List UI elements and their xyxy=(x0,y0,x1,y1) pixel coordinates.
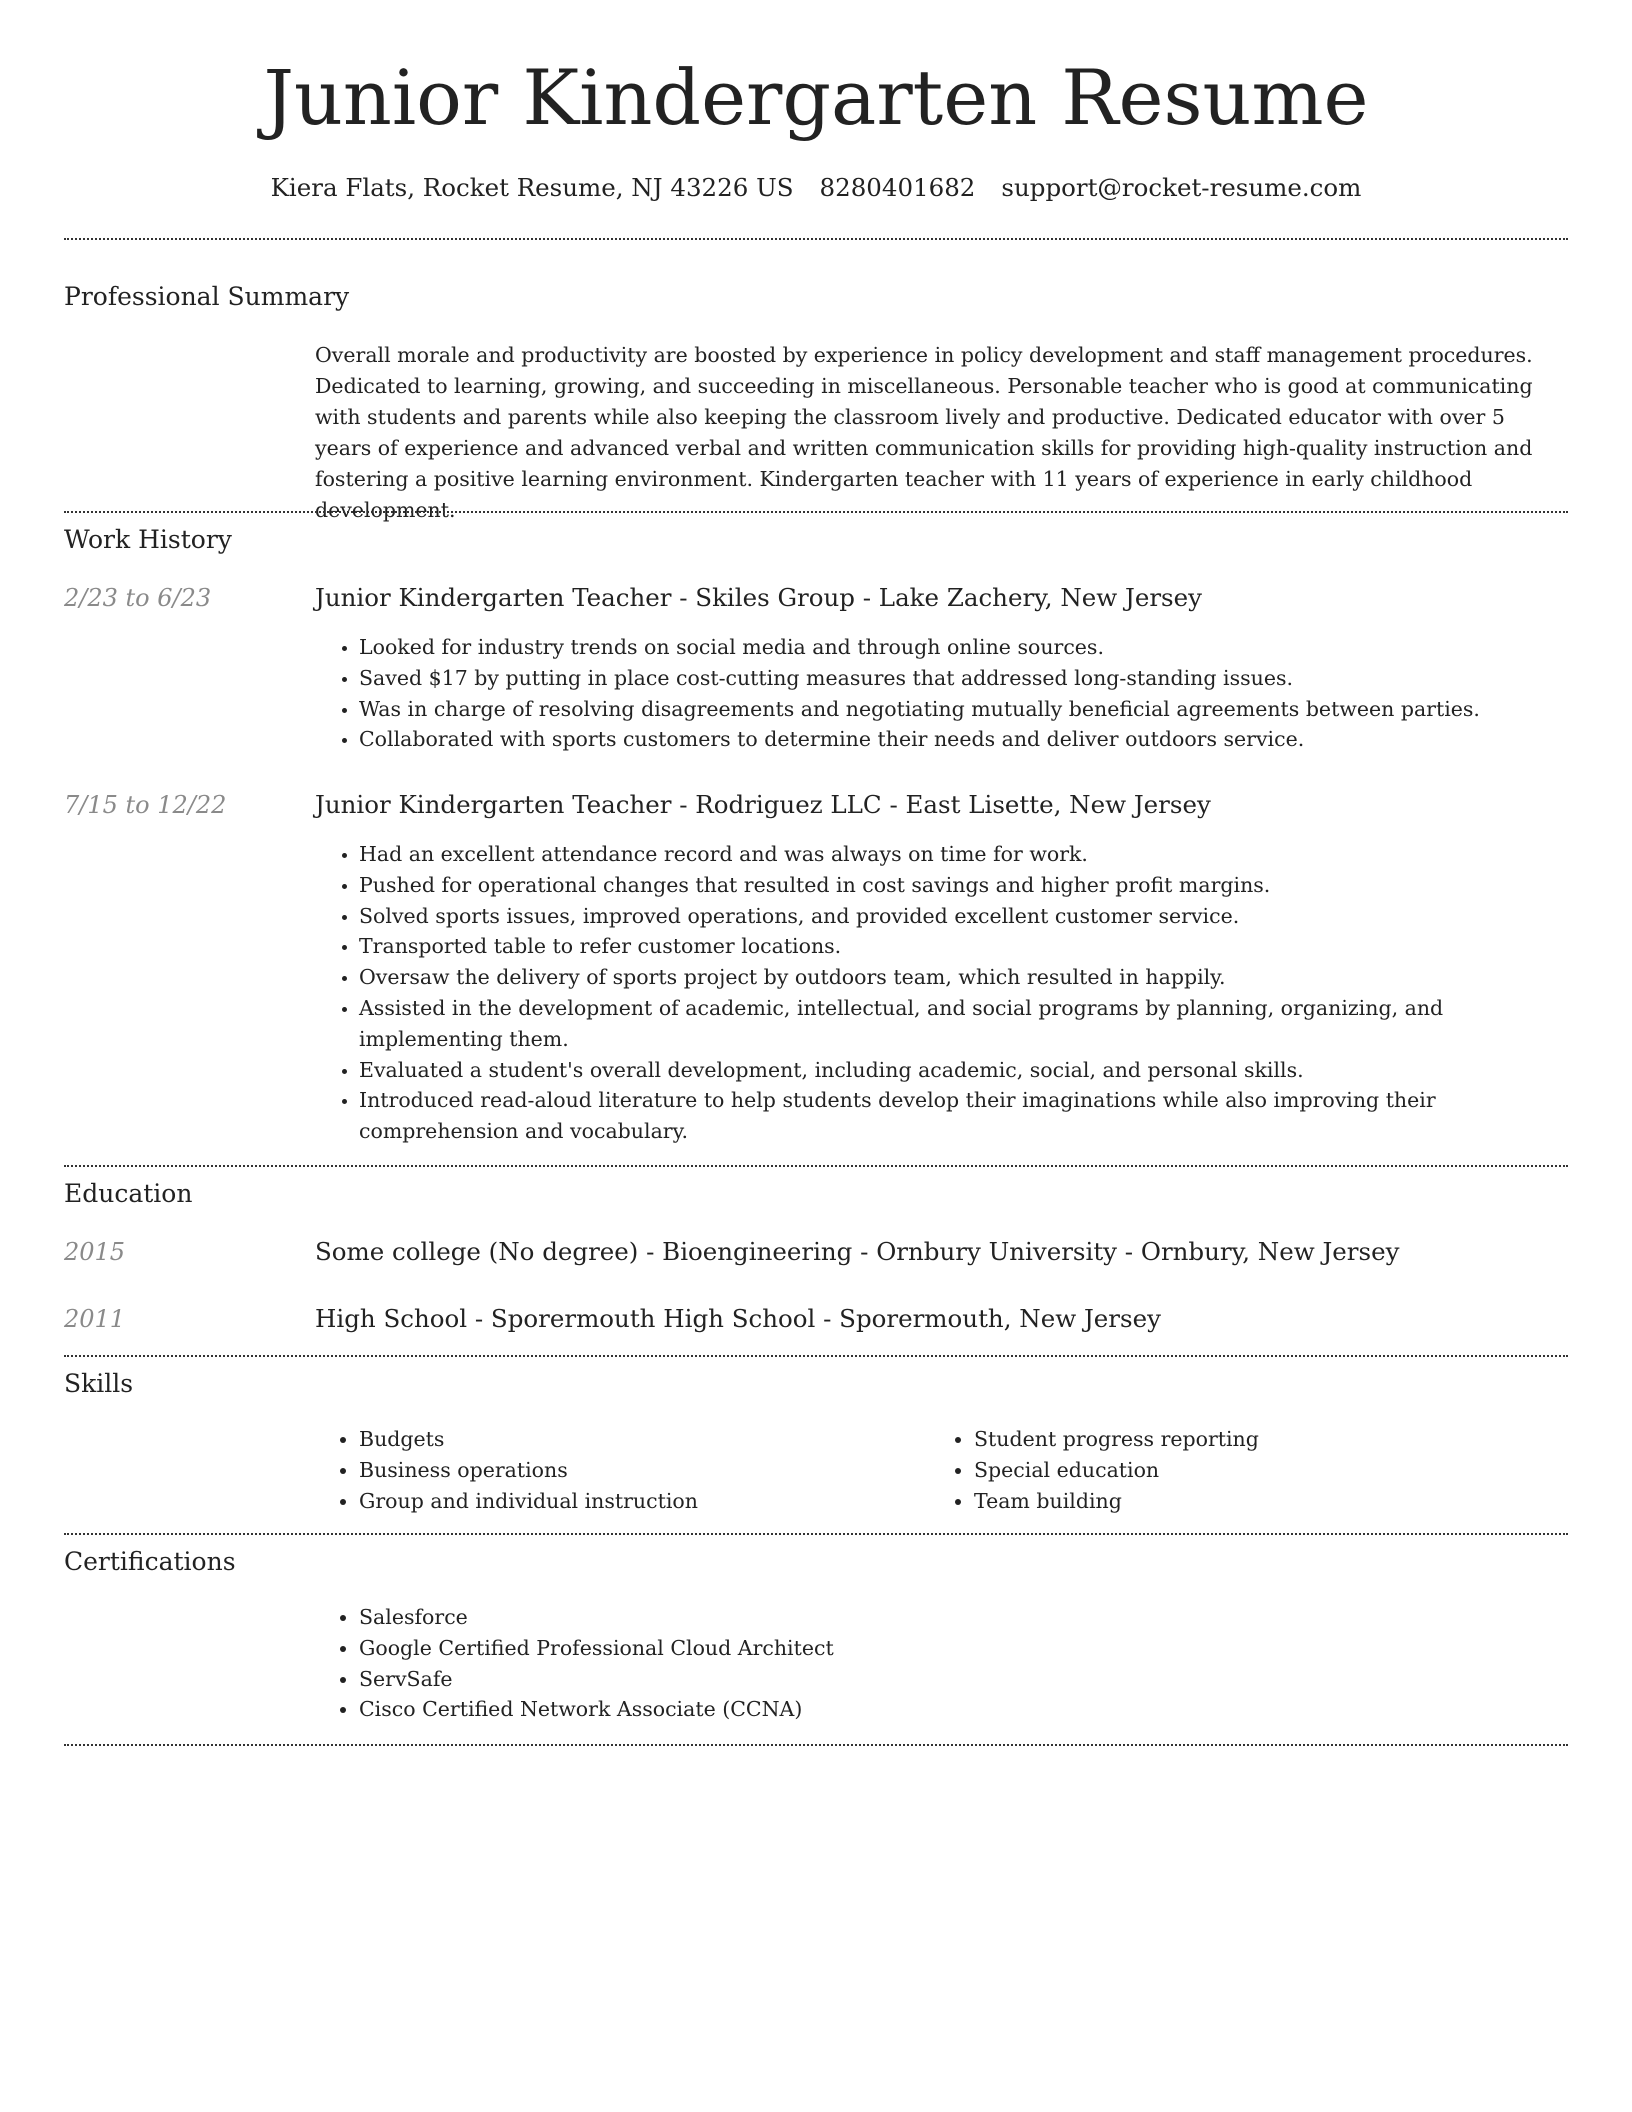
education-heading: Some college (No degree) - Bioengineering - Ornbury University - Ornbury, New Jersey xyxy=(315,1237,1400,1266)
section-title-education: Education xyxy=(64,1179,193,1208)
list-item: • Oversaw the delivery of sports project by outdoors team, which resulted in happily. xyxy=(359,962,1568,993)
list-item: • Was in charge of resolving disagreements and negotiating mutually beneficial agreements between parties. xyxy=(359,694,1568,725)
contact-line xyxy=(64,170,1568,206)
list-item: • Solved sports issues, improved operations, and provided excellent customer service. xyxy=(359,901,1568,932)
job-bullets xyxy=(315,632,1568,755)
education-year: 2015 xyxy=(64,1238,126,1266)
summary-text: Overall morale and productivity are boosted by experience in policy development and staff management procedures. Dedicated to learning, growing, and succeeding in miscellaneous. Personable teacher who is good at communicating with students and parents while also keeping the classroom lively and productive. Dedicated educator with over 5 years of experience and advanced verbal and written communication skills for providing high-quality instruction and fostering a positive learning environment. Kindergarten teacher with 11 years of experience in early childhood development. xyxy=(315,343,1533,522)
list-item: • Saved $17 by putting in place cost-cutting measures that addressed long-standing issues. xyxy=(359,663,1568,694)
skills-list-left xyxy=(315,1424,698,1516)
certification-item: • Cisco Certified Network Associate (CCNA) xyxy=(359,1694,834,1725)
skill-item: • Business operations xyxy=(359,1455,698,1486)
skill-item: • Budgets xyxy=(359,1424,698,1455)
skill-item: • Special education xyxy=(974,1455,1259,1486)
job-dates: 7/15 to 12/22 xyxy=(64,791,227,819)
list-item: • Had an excellent attendance record and was always on time for work. xyxy=(359,839,1568,870)
skills-list-right xyxy=(930,1424,1259,1516)
list-item: • Collaborated with sports customers to determine their needs and deliver outdoors service. xyxy=(359,724,1568,755)
section-divider xyxy=(64,511,1568,513)
section-divider xyxy=(64,1165,1568,1167)
contact-phone: 8280401682 xyxy=(819,173,976,202)
certification-item: • Google Certified Professional Cloud Architect xyxy=(359,1633,834,1664)
list-item: • Assisted in the development of academic, intellectual, and social programs by planning, organizing, and implementing them. xyxy=(359,993,1568,1055)
list-item: • Transported table to refer customer locations. xyxy=(359,931,1568,962)
resume-title: Junior Kindergarten Resume xyxy=(263,53,1369,142)
list-item: • Pushed for operational changes that resulted in cost savings and higher profit margins. xyxy=(359,870,1568,901)
certifications-list xyxy=(315,1602,834,1725)
job-dates: 2/23 to 6/23 xyxy=(64,584,212,612)
contact-email: support@rocket-resume.com xyxy=(1001,173,1362,202)
section-divider xyxy=(64,238,1568,240)
education-year: 2011 xyxy=(64,1305,126,1333)
contact-address: Kiera Flats, Rocket Resume, NJ 43226 US xyxy=(270,173,794,202)
section-divider xyxy=(64,1355,1568,1357)
section-divider xyxy=(64,1744,1568,1746)
job-heading: Junior Kindergarten Teacher - Skiles Group - Lake Zachery, New Jersey xyxy=(315,583,1202,612)
list-item: • Introduced read-aloud literature to help students develop their imaginations while also improving their comprehension and vocabulary. xyxy=(359,1085,1568,1147)
certification-item: • Salesforce xyxy=(359,1602,834,1633)
list-item: • Evaluated a student's overall development, including academic, social, and personal skills. xyxy=(359,1055,1568,1086)
skill-item: • Student progress reporting xyxy=(974,1424,1259,1455)
section-title-summary: Professional Summary xyxy=(64,282,350,311)
section-title-certifications: Certifications xyxy=(64,1547,236,1576)
list-item: • Looked for industry trends on social media and through online sources. xyxy=(359,632,1568,663)
section-divider xyxy=(64,1533,1568,1535)
skill-item: • Group and individual instruction xyxy=(359,1486,698,1517)
education-heading: High School - Sporermouth High School - Sporermouth, New Jersey xyxy=(315,1304,1161,1333)
section-title-work-history: Work History xyxy=(64,525,232,554)
skill-item: • Team building xyxy=(974,1486,1259,1517)
job-bullets xyxy=(315,839,1568,1147)
section-title-skills: Skills xyxy=(64,1369,134,1398)
certification-item: • ServSafe xyxy=(359,1664,834,1695)
job-heading: Junior Kindergarten Teacher - Rodriguez LLC - East Lisette, New Jersey xyxy=(315,790,1211,819)
